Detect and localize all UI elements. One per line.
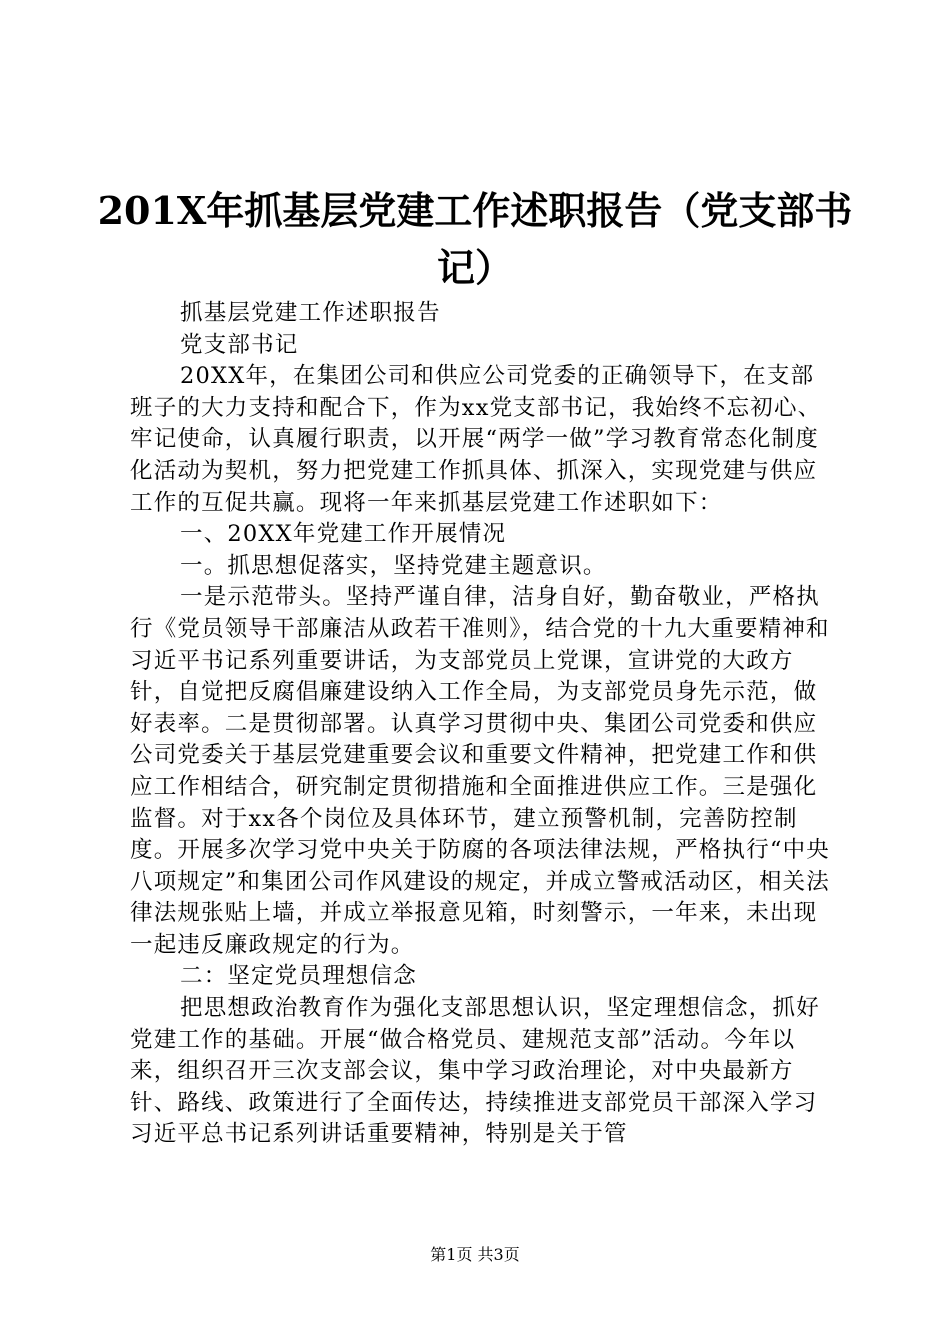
- paragraph-author-role: 党支部书记: [180, 331, 299, 358]
- subsection-heading-1: 一。抓思想促落实，坚持党建主题意识。: [180, 552, 607, 579]
- paragraph-introduction: 20XX年，在集团公司和供应公司党委的正确领导下，在支部班子的大力支持和配合下，作为xx党支部书记，我始终不忘初心、牢记使命，认真履行职责，以开展“两学一做”学习教育常态化制度化活动为契机，努力把党建工作抓具体、抓深入，实现党建与供应工作的互促共赢。现将一年来抓基层党建工作述职如下：: [130, 363, 822, 516]
- document-body: [130, 298, 830, 1151]
- page-footer: 第1页 共3页: [430, 1245, 520, 1264]
- paragraph-subsection-2: 把思想政治教育作为强化支部思想认识，坚定理想信念，抓好党建工作的基础。开展“做合格党员、建规范支部”活动。今年以来，组织召开三次支部会议，集中学习政治理论，对中央最新方针、路线、政策进行了全面传达，持续推进支部党员干部深入学习习近平总书记系列讲话重要精神，特别是关于管: [130, 995, 820, 1148]
- paragraph-report-name: 抓基层党建工作述职报告: [180, 300, 441, 326]
- section-heading-1: 一、20XX年党建工作开展情况: [180, 521, 507, 548]
- document-title-line-1: 201X年抓基层党建工作述职报告（党支部书: [97, 188, 853, 233]
- subsection-heading-2: 二：坚定党员理想信念: [180, 963, 418, 990]
- paragraph-subsection-1: 一是示范带头。坚持严谨自律，洁身自好，勤奋敬业，严格执行《党员领导干部廉洁从政若干准则》，结合党的十九大重要精神和习近平书记系列重要讲话，为支部党员上党课，宣讲党的大政方针，自觉把反腐倡廉建设纳入工作全局，为支部党员身先示范，做好表率。二是贯彻部署。认真学习贯彻中央、集团公司党委和供应公司党委关于基层党建重要会议和重要文件精神，把党建工作和供应工作相结合，研究制定贯彻措施和全面推进供应工作。三是强化监督。对于xx各个岗位及具体环节，建立预警机制，完善防控制度。开展多次学习党中央关于防腐的各项法律法规，严格执行“中央八项规定”和集团公司作风建设的规定，并成立警戒活动区，相关法律法规张贴上墙，并成立举报意见箱，时刻警示，一年来，未出现一起违反廉政规定的行为。: [130, 584, 831, 958]
- document-title-line-2: 记）: [436, 245, 513, 290]
